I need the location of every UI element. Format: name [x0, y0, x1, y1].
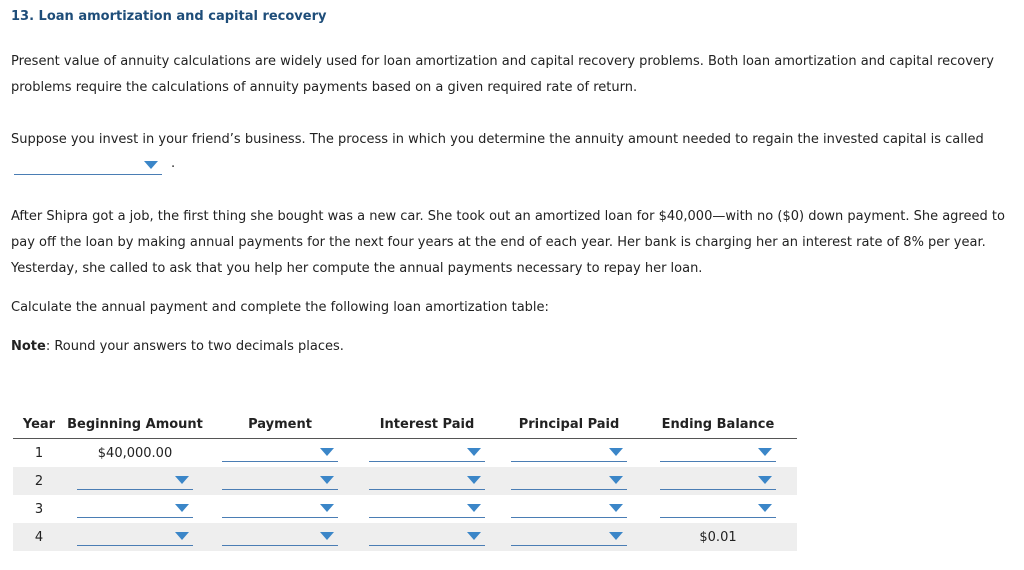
note-label: Note — [11, 339, 46, 354]
note-text — [11, 334, 1013, 360]
year-cell: 3 — [34, 501, 44, 517]
chevron-down-icon — [609, 448, 623, 456]
header-principal-paid: Principal Paid — [499, 410, 639, 439]
chevron-down-icon — [467, 476, 481, 484]
header-year: Year — [13, 410, 65, 439]
sentence-period: . — [171, 156, 176, 171]
chevron-down-icon — [175, 532, 189, 540]
intro-paragraph: Present value of annuity calculations are widely used for loan amortization and capital recovery problems. Both loan amortization and capital recovery problems require the calculations of annuity payments based on a given required rate of return. — [11, 54, 994, 95]
capital-question-text: Suppose you invest in your friend’s business. The process in which you determine the annuity amount needed to regain the invested capital is called — [11, 132, 984, 147]
header-beginning-amount: Beginning Amount — [65, 410, 205, 439]
process-dropdown[interactable] — [14, 157, 162, 175]
interest-paid-dropdown[interactable] — [369, 472, 485, 490]
chevron-down-icon — [175, 476, 189, 484]
header-ending-balance: Ending Balance — [639, 410, 797, 439]
ending-balance-dropdown[interactable] — [660, 444, 776, 462]
loan-scenario-paragraph: After Shipra got a job, the first thing she bought was a new car. She took out an amortized loan for $40,000—with no ($0) down payment. She agreed to pay off the loan by making annual payments for the next four years at the end of each year. Her bank is charging her an interest rate of 8% per year. Yesterday, she called to ask that you help her compute the annual payments necessary to repay her loan. — [11, 209, 1005, 276]
instruction-text: Calculate the annual payment and complete the following loan amortization table: — [11, 300, 549, 315]
payment-dropdown[interactable] — [222, 528, 338, 546]
chevron-down-icon — [758, 448, 772, 456]
year-cell: 2 — [13, 467, 65, 495]
principal-paid-dropdown[interactable] — [511, 500, 627, 518]
payment-dropdown[interactable] — [222, 500, 338, 518]
chevron-down-icon — [320, 504, 334, 512]
interest-paid-dropdown[interactable] — [369, 528, 485, 546]
chevron-down-icon — [467, 504, 481, 512]
chevron-down-icon — [467, 448, 481, 456]
interest-paid-dropdown[interactable] — [369, 444, 485, 462]
chevron-down-icon — [320, 476, 334, 484]
chevron-down-icon — [467, 532, 481, 540]
chevron-down-icon — [609, 504, 623, 512]
principal-paid-dropdown[interactable] — [511, 472, 627, 490]
chevron-down-icon — [758, 476, 772, 484]
chevron-down-icon — [758, 504, 772, 512]
principal-paid-dropdown[interactable] — [511, 528, 627, 546]
year-cell: 4 — [13, 523, 65, 551]
amortization-table — [13, 410, 797, 551]
table-row — [13, 523, 797, 551]
header-payment: Payment — [205, 410, 355, 439]
note-body: : Round your answers to two decimals places. — [45, 339, 344, 354]
table-row — [13, 439, 797, 468]
chevron-down-icon — [175, 504, 189, 512]
principal-paid-dropdown[interactable] — [511, 444, 627, 462]
chevron-down-icon — [609, 532, 623, 540]
chevron-down-icon — [320, 448, 334, 456]
table-row — [13, 495, 797, 523]
table-header-row — [13, 410, 797, 439]
chevron-down-icon — [320, 532, 334, 540]
ending-balance-dropdown[interactable] — [660, 472, 776, 490]
ending-balance-value: $0.01 — [639, 523, 797, 551]
ending-balance-dropdown[interactable] — [660, 500, 776, 518]
chevron-down-icon — [609, 476, 623, 484]
beginning-amount-dropdown[interactable] — [77, 528, 193, 546]
question-title: 13. Loan amortization and capital recovery — [11, 9, 327, 24]
interest-paid-dropdown[interactable] — [369, 500, 485, 518]
beginning-amount-dropdown[interactable] — [77, 500, 193, 518]
chevron-down-icon — [144, 161, 158, 169]
year-cell: 1 — [34, 445, 44, 461]
beginning-amount-value: $40,000.00 — [97, 445, 173, 461]
payment-dropdown[interactable] — [222, 444, 338, 462]
header-interest-paid: Interest Paid — [355, 410, 499, 439]
payment-dropdown[interactable] — [222, 472, 338, 490]
table-row — [13, 467, 797, 495]
beginning-amount-dropdown[interactable] — [77, 472, 193, 490]
